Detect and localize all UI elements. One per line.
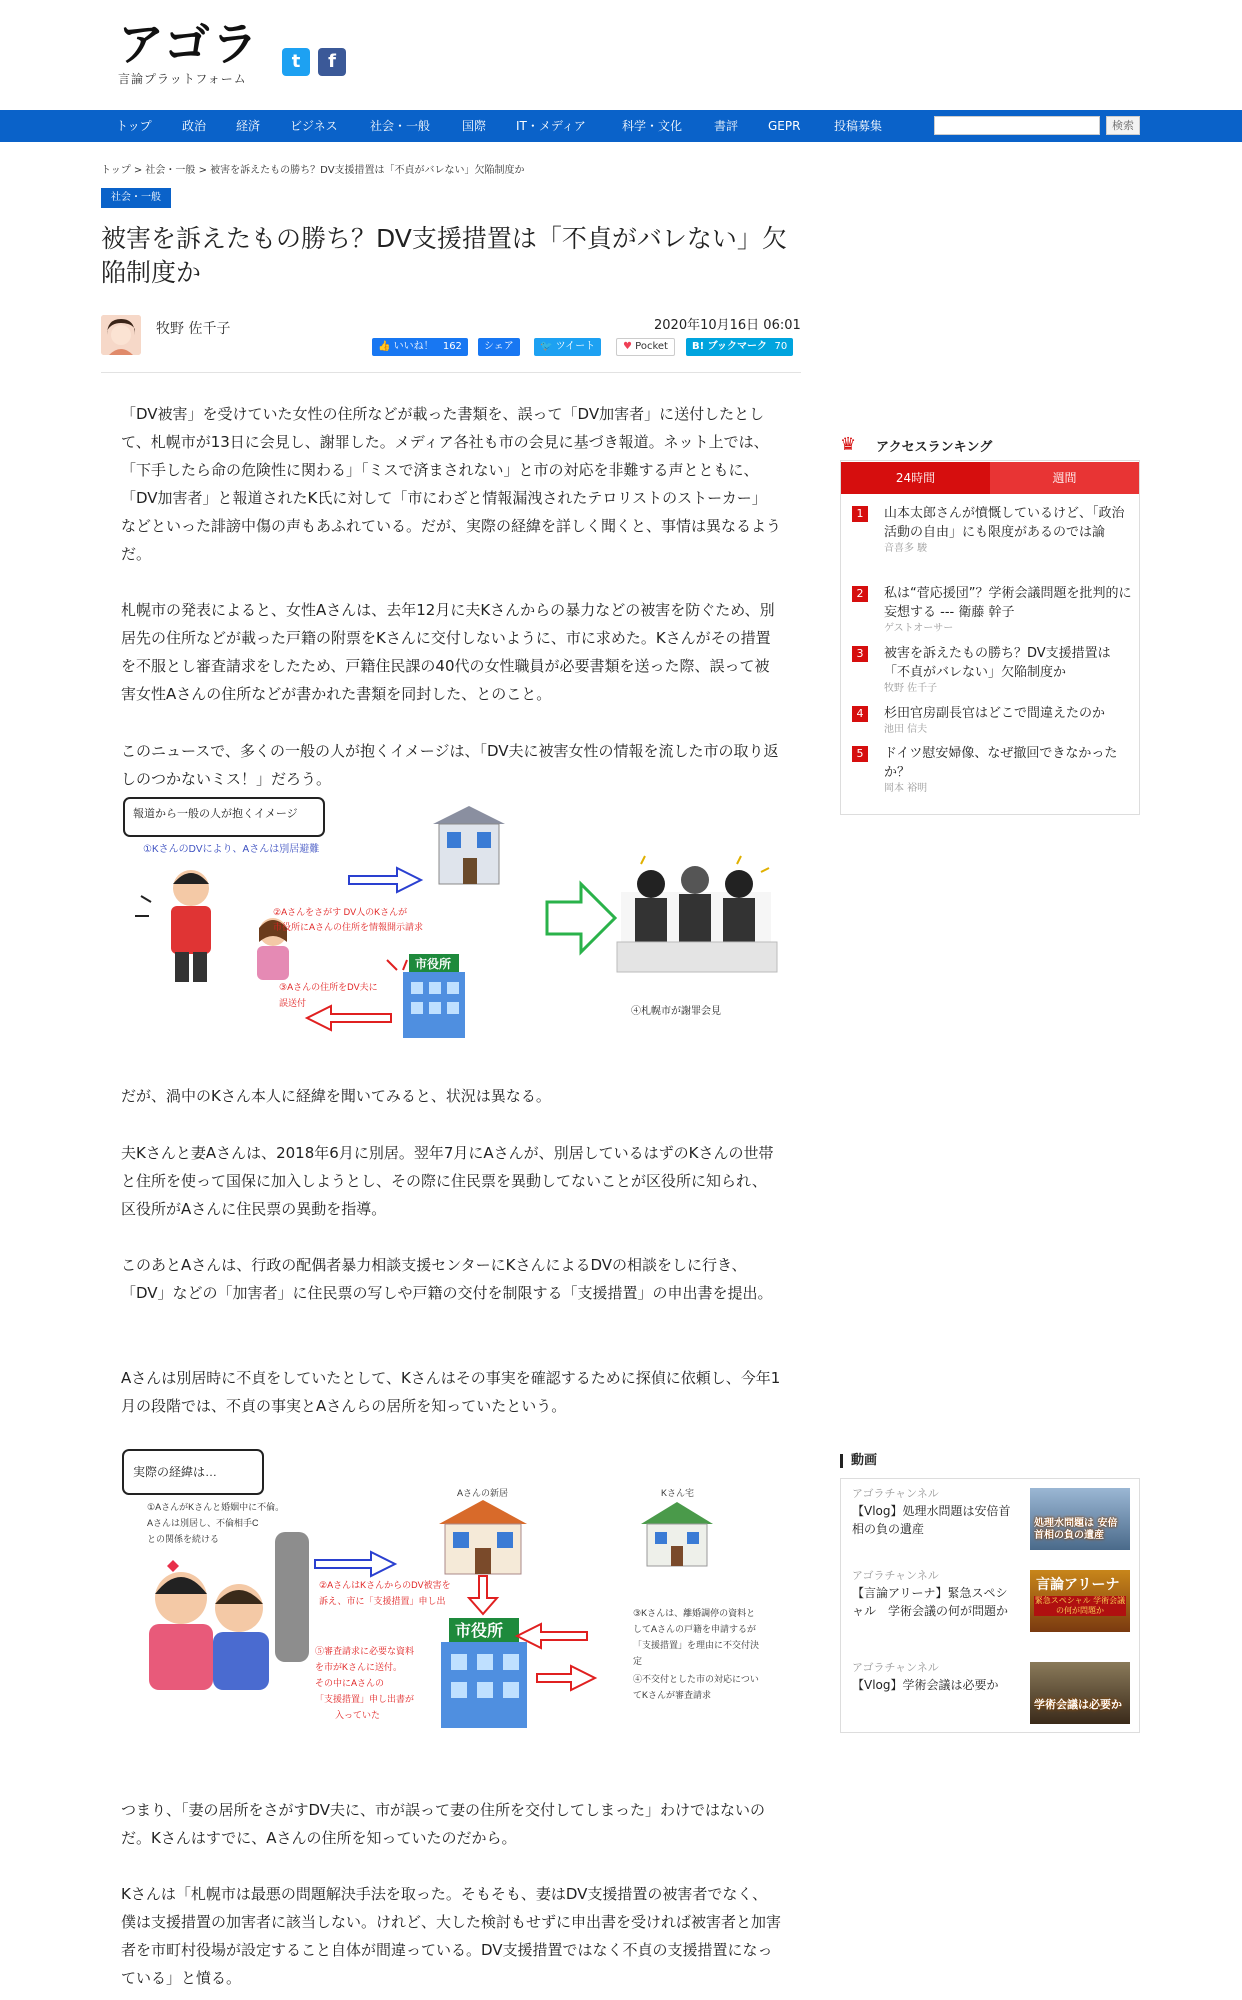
ranking-item[interactable] (852, 584, 1132, 636)
video-section-title: 動画 (840, 1454, 877, 1468)
video-title[interactable]: 【Vlog】学術会議は必要か (852, 1678, 999, 1692)
video-thumb-caption: 学術会議は必要か (1034, 1698, 1122, 1711)
fig2-step3-line1: ③Kさんは、離婚調停の資料と (633, 1608, 756, 1618)
ranking-item-author: 音喜多 駿 (884, 543, 928, 554)
fig2-step5-line2: を市がKさんに送付。 (315, 1662, 403, 1672)
logo-tagline: 言論プラットフォーム (118, 72, 247, 86)
hatena-bookmark-button[interactable] (686, 338, 793, 356)
fig2-caption-box: 実際の経緯は… (133, 1465, 218, 1479)
fig2-step2-line2: 訴え、市に「支援措置」申し出 (319, 1596, 446, 1606)
fig2-label-k-house: Kさん宅 (661, 1488, 695, 1498)
logo-wordmark: アゴラ (118, 17, 260, 71)
nav-item-business[interactable]: ビジネス (290, 119, 338, 133)
bookmark-label: B! ブックマーク (692, 341, 767, 352)
paragraph-3: このニュースで、多くの一般の人が抱くイメージは、「DV夫に被害女性の情報を流した市の取り返しのつかないミス！」だろう。 (121, 742, 779, 788)
fig2-step4-line1: ④不交付とした市の対応につい (633, 1674, 759, 1684)
fig2-step1-line1: ①AさんがKさんと婚姻中に不倫。 (147, 1502, 285, 1512)
video-thumb-caption: 言論アリーナ (1036, 1577, 1120, 1593)
twitter-bird-icon: 🐦 (540, 341, 553, 352)
ranking-item-title[interactable]: ドイツ慰安婦像、なぜ撤回できなかったか？ (884, 746, 1118, 780)
fig1-caption-box: 報道から一般の人が抱くイメージ (133, 808, 298, 820)
tweet-button[interactable] (534, 338, 601, 356)
article-title: 被害を訴えたもの勝ち？DV支援措置は「不貞がバレない」欠陥制度か (101, 224, 787, 287)
video-thumb-caption: 処理水問題は 安倍首相の負の遺産 (1034, 1518, 1118, 1541)
nav-item-it-media[interactable]: IT・メディア (516, 119, 586, 133)
rank-number: 4 (852, 706, 868, 722)
ranking-item-author: ゲストオーサー (884, 623, 954, 634)
site-logo[interactable] (118, 17, 260, 87)
rank-number: 2 (852, 586, 868, 602)
city-hall-illustration (441, 1618, 527, 1728)
paragraph-5: 夫Kさんと妻Aさんは、2018年6月に別居。翌年7月にAさんが、別居しているはずのKさんの世帯と住所を使って国保に加入しようとし、その際に住民票を異動してないことが区役所に知られ、区役所がAさんに住民票の異動を指導。 (121, 1144, 774, 1218)
ranking-item[interactable] (852, 504, 1132, 556)
nav-item-gepr[interactable]: GEPR (768, 119, 801, 133)
fig2-step5-line4: 「支援措置」申し出書が (315, 1694, 415, 1704)
video-thumbnail[interactable] (1030, 1570, 1130, 1632)
paragraph-2: 札幌市の発表によると、女性Aさんは、去年12月に夫Kさんからの暴力などの被害を防ぐため、別居先の住所などが載った戸籍の附票をKさんに交付しないように、市に求めた。Kさんがその措置を不服とし審査請求をしたため、戸籍住民課の40代の女性職員が必要書類を送った際、誤って被害女性Aさんの住所などが書かれた書類を同封した、とのこと。 (121, 601, 775, 703)
fig2-step5-line3: その中にAさんの (315, 1678, 385, 1688)
k-house-illustration (641, 1502, 713, 1566)
tab-24h[interactable]: 24時間 (841, 462, 990, 494)
ranking-item[interactable] (852, 744, 1132, 796)
like-label: いいね！ (393, 341, 434, 352)
tweet-label: ツイート (555, 341, 596, 352)
fig2-step4-line2: てKさんが審査請求 (633, 1690, 712, 1700)
ranking-item[interactable] (852, 644, 1132, 696)
search-input[interactable] (934, 116, 1100, 135)
nav-item-economy[interactable]: 経済 (236, 119, 261, 133)
rank-number: 1 (852, 506, 868, 522)
fig1-city-hall-sign: 市役所 (415, 957, 452, 971)
pocket-button[interactable] (616, 338, 675, 356)
ranking-item-author: 岡本 裕明 (884, 783, 928, 794)
author-name[interactable]: 牧野 佐千子 (156, 321, 231, 337)
figure-public-image (121, 792, 781, 1057)
facebook-like-button[interactable] (372, 338, 468, 356)
fig2-step5-line5: 入っていた (335, 1710, 381, 1720)
ranking-item-title[interactable]: 被害を訴えたもの勝ち？DV支援措置は「不貞がバレない」欠陥制度か (884, 646, 1111, 680)
publish-date: 2020年10月16日 06:01 (654, 318, 801, 333)
fig2-step3-line4: 定 (633, 1656, 643, 1666)
fig2-city-hall-sign: 市役所 (455, 1623, 504, 1640)
video-channel[interactable]: アゴラチャンネル (852, 1661, 939, 1674)
ranking-title: アクセスランキング (876, 440, 993, 455)
nav-item-top[interactable]: トップ (116, 119, 152, 133)
city-hall-illustration (403, 954, 465, 1038)
facebook-share-button[interactable]: シェア (478, 338, 520, 356)
video-channel[interactable]: アゴラチャンネル (852, 1569, 939, 1582)
fig2-step1-line2: Aさんは別居し、不倫相手C (147, 1518, 259, 1528)
tab-weekly[interactable]: 週間 (990, 462, 1139, 494)
video-item[interactable] (852, 1568, 1132, 1640)
ranking-item-title[interactable]: 山本太郎さんが憤慨しているけど、「政治活動の自由」にも限度があるのでは論 (884, 506, 1125, 540)
fig1-step4: ④札幌市が謝罪会見 (631, 1006, 721, 1017)
header-divider (101, 372, 801, 373)
apology-press-conference-illustration (617, 856, 777, 972)
nav-item-contribute[interactable]: 投稿募集 (834, 119, 883, 133)
rank-number: 5 (852, 746, 868, 762)
video-channel[interactable]: アゴラチャンネル (852, 1487, 939, 1500)
paragraph-8: つまり、「妻の居所をさがすDV夫に、市が誤って妻の住所を交付してしまった」わけではないのだ。Kさんはすでに、Aさんの住所を知っていたのだから。 (121, 1801, 766, 1847)
ranking-item-title[interactable]: 私は“菅応援団”？学術会議問題を批判的に妄想する --- 衛藤 幹子 (884, 586, 1132, 620)
affair-couple-illustration (149, 1560, 269, 1690)
nav-item-book-review[interactable]: 書評 (714, 119, 739, 133)
nav-item-international[interactable]: 国際 (462, 119, 487, 133)
ranking-item[interactable] (852, 704, 1132, 737)
twitter-icon[interactable]: t (282, 48, 310, 76)
fig1-step2-line2: 市役所にAさんの住所を情報開示請求 (273, 922, 424, 932)
paragraph-9: Kさんは「札幌市は最悪の問題解決手法を取った。そもそも、妻はDV支援措置の被害者でなく、僕は支援措置の加害者に該当しない。けれど、大した検討もせずに申出書を受ければ被害者と加害者を市町村役場が設定すること自体が間違っている。DV支援措置ではなく不貞の支援措置になっている」と憤る。 (121, 1885, 782, 1987)
fig2-step3-line2: してAさんの戸籍を申請するが (633, 1624, 757, 1634)
video-item[interactable] (852, 1660, 1132, 1732)
nav-item-society[interactable]: 社会・一般 (370, 119, 431, 133)
fig1-step3-line2: 誤送付 (279, 998, 307, 1008)
video-thumbnail[interactable] (1030, 1488, 1130, 1550)
nav-item-science-culture[interactable]: 科学・文化 (622, 119, 683, 133)
paragraph-1: 「DV被害」を受けていた女性の住所などが載った書類を、誤って「DV加害者」に送付したとして、札幌市が13日に会見し、謝罪した。メディア各社も市の会見に基づき報道。ネット上では、「下手したら命の危険性に関わる」「ミスで済まされない」と市の対応を非難する声とともに、「DV加害者」と報道されたK氏に対して「市にわざと情報漏洩されたテロリストのストーカー」などといった誹謗中傷の声もあふれている。だが、実際の経緯を詳しく聞くと、事情は異なるようだ。 (121, 405, 782, 563)
facebook-icon[interactable]: f (318, 48, 346, 76)
thumbs-up-icon: 👍 (378, 341, 394, 352)
ranking-item-author: 池田 信夫 (884, 724, 928, 735)
author-avatar[interactable] (101, 315, 141, 355)
fig2-step2-line1: ②AさんはKさんからのDV被害を (319, 1580, 451, 1590)
fig2-label-a-house: Aさんの新居 (457, 1488, 509, 1498)
fig1-step2-line1: ②Aさんをさがす DV人のKさんが (273, 907, 408, 917)
fig2-step5-line1: ⑤審査請求に必要な資料 (315, 1646, 415, 1656)
crown-icon: ♛ (840, 434, 857, 455)
figure-actual-events (121, 1448, 781, 1748)
wall-pillar (275, 1532, 309, 1662)
fig1-step1: ①KさんのDVにより、Aさんは別居避難 (143, 844, 320, 855)
video-title[interactable]: 【Vlog】処理水問題は安倍首相の負の遺産 (852, 1504, 1011, 1536)
video-thumb-subcaption: 緊急スペシャル 学術会議の何が問題か (1034, 1596, 1126, 1615)
fig1-step3-line1: ③Aさんの住所をDV夫に (279, 982, 378, 992)
category-badge[interactable]: 社会・一般 (101, 188, 171, 208)
paragraph-6: このあとAさんは、行政の配偶者暴力相談支援センターにKさんによるDVの相談をしに行き、「DV」などの「加害者」に住民票の写しや戸籍の交付を制限する「支援措置」の申出書を提出。 (121, 1256, 773, 1302)
ranking-item-title[interactable]: 杉田官房副長官はどこで間違えたのか (884, 706, 1106, 721)
pocket-icon: ♥ (623, 341, 632, 352)
search-button[interactable]: 検索 (1106, 116, 1140, 135)
pocket-label: Pocket (635, 341, 668, 352)
house-illustration (433, 806, 505, 884)
bookmark-count: 70 (774, 341, 788, 352)
video-title[interactable]: 【言論アリーナ】緊急スペシャル 学術会議の何が問題か (852, 1586, 1009, 1618)
fig2-step3-line3: 「支援措置」を理由に不交付決 (633, 1640, 760, 1650)
fig2-step1-line3: との関係を続ける (147, 1534, 220, 1544)
ranking-item-author: 牧野 佐千子 (884, 683, 938, 694)
rank-number: 3 (852, 646, 868, 662)
paragraph-4: だが、渦中のKさん本人に経緯を聞いてみると、状況は異なる。 (121, 1087, 551, 1105)
video-thumbnail[interactable] (1030, 1662, 1130, 1724)
breadcrumb[interactable]: トップ > 社会・一般 > 被害を訴えたもの勝ち？DV支援措置は「不貞がバレない」欠陥制度か (101, 165, 525, 176)
dv-couple-illustration (135, 870, 289, 982)
video-item[interactable] (852, 1486, 1132, 1558)
nav-item-politics[interactable]: 政治 (182, 119, 207, 133)
paragraph-7: Aさんは別居時に不貞をしていたとして、Kさんはその事実を確認するために探偵に依頼し、今年1月の段階では、不貞の事実とAさんらの居所を知っていたという。 (121, 1369, 781, 1415)
like-count: 162 (442, 341, 462, 352)
a-new-house-illustration (439, 1500, 527, 1574)
